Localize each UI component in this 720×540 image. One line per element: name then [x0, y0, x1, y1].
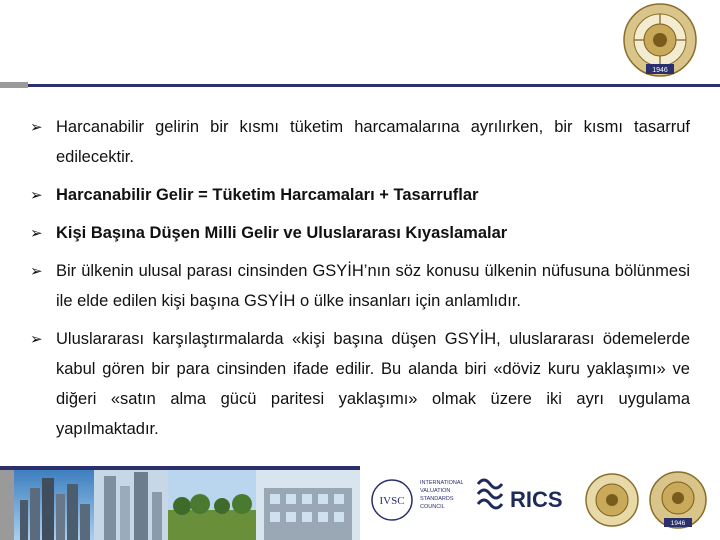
- footer-seal-year: 1946: [670, 520, 686, 527]
- bullet-item: [30, 324, 690, 444]
- arrow-bullet-icon: ➢: [30, 186, 43, 204]
- top-rule-navy: [28, 84, 720, 87]
- rics-title: RICS: [510, 487, 563, 512]
- bullet-text: Kişi Başına Düşen Milli Gelir ve Uluslararası Kıyaslamalar: [56, 224, 508, 242]
- grey-strip: [0, 470, 14, 540]
- bullet-text: Bir ülkenin ulusal parası cinsinden GSYİH’nın söz konusu ülkenin nüfusuna bölünmesi ile elde edilen kişi başına GSYİH o ülke insanları için anlamlıdır.: [56, 262, 690, 310]
- arrow-bullet-icon: ➢: [30, 224, 43, 242]
- towers-photo: [94, 470, 168, 540]
- bullet-text: Uluslararası karşılaştırmalarda «kişi başına düşen GSYİH, uluslararası ödemelerde kabul gören bir para cinsinden ifade edilir. Bu alanda biri «döviz kuru yaklaşımı» ve diğeri «satın alma gücü paritesi yaklaşımı» olmak üzere iki ayrı uygulama yapılmaktadır.: [56, 330, 690, 438]
- arrow-bullet-icon: ➢: [30, 330, 43, 348]
- partner-logos: [360, 462, 720, 540]
- top-rule-grey: [0, 82, 28, 88]
- bullet-item: [30, 218, 690, 248]
- arrow-bullet-icon: ➢: [30, 262, 43, 280]
- ivsc-title: IVSC: [379, 495, 405, 507]
- institution-seal-logo: [586, 474, 638, 526]
- arrow-bullet-icon: ➢: [30, 118, 43, 136]
- seal-year: 1946: [652, 67, 668, 74]
- ivsc-line-3: STANDARDS: [420, 496, 454, 502]
- ankara-university-seal-logo: [620, 2, 700, 78]
- ankara-university-footer-seal: [650, 472, 706, 528]
- bullet-item: [30, 180, 690, 210]
- bullet-item: [30, 256, 690, 316]
- ivsc-line-4: COUNCIL: [420, 504, 445, 510]
- building-photo: [256, 470, 360, 540]
- ivsc-line-1: INTERNATIONAL: [420, 480, 464, 486]
- bullet-text: Harcanabilir gelirin bir kısmı tüketim harcamalarına ayrılırken, bir kısmı tasarruf edilecektir.: [56, 118, 690, 166]
- city-skyline-photo: [14, 470, 94, 540]
- countryside-photo: [168, 470, 256, 540]
- bullet-item: [30, 112, 690, 172]
- ivsc-line-2: VALUATION: [420, 488, 451, 494]
- bullet-text: Harcanabilir Gelir = Tüketim Harcamaları + Tasarruflar: [56, 186, 479, 204]
- top-rule: [0, 82, 720, 90]
- bullet-list: [30, 112, 690, 452]
